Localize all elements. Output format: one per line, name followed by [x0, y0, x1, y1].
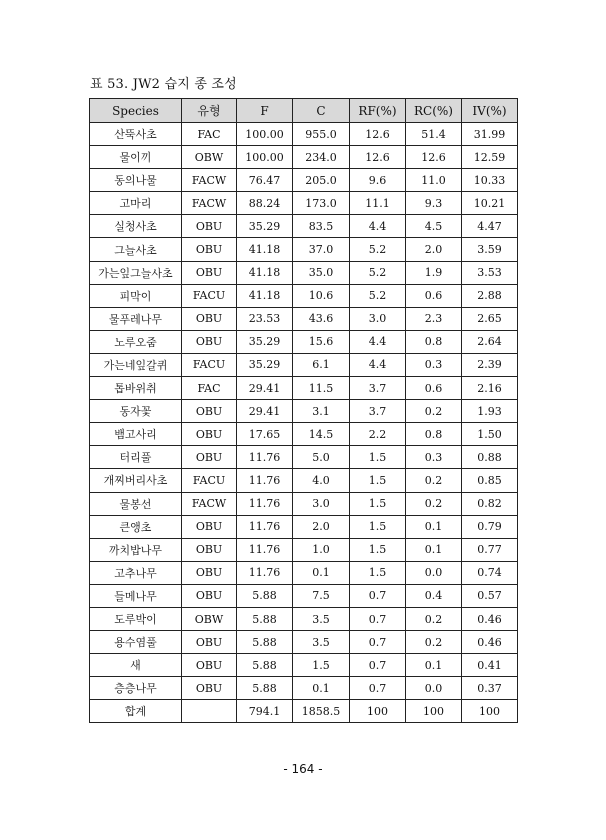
cell-rf: 1.5 — [350, 492, 406, 515]
cell-rc: 0.1 — [406, 515, 462, 538]
cell-type: FACW — [182, 169, 237, 192]
cell-iv: 0.79 — [462, 515, 518, 538]
cell-rc: 0.3 — [406, 446, 462, 469]
table-row — [90, 631, 518, 654]
total-f: 794.1 — [237, 700, 293, 723]
cell-rf: 1.5 — [350, 538, 406, 561]
cell-rc: 0.8 — [406, 423, 462, 446]
total-c: 1858.5 — [293, 700, 350, 723]
cell-f: 11.76 — [237, 515, 293, 538]
table-row — [90, 146, 518, 169]
cell-rc: 0.2 — [406, 607, 462, 630]
cell-type: OBU — [182, 330, 237, 353]
cell-iv: 0.88 — [462, 446, 518, 469]
cell-rf: 1.5 — [350, 515, 406, 538]
table-row — [90, 446, 518, 469]
table-row — [90, 469, 518, 492]
cell-iv: 0.46 — [462, 607, 518, 630]
cell-rf: 11.1 — [350, 192, 406, 215]
table-row — [90, 307, 518, 330]
cell-species: 도루박이 — [90, 607, 182, 630]
cell-rc: 0.6 — [406, 377, 462, 400]
cell-c: 11.5 — [293, 377, 350, 400]
cell-f: 11.76 — [237, 446, 293, 469]
table-row — [90, 192, 518, 215]
cell-f: 29.41 — [237, 400, 293, 423]
cell-type: OBU — [182, 400, 237, 423]
cell-c: 14.5 — [293, 423, 350, 446]
cell-rf: 2.2 — [350, 423, 406, 446]
cell-c: 234.0 — [293, 146, 350, 169]
cell-species: 물봉선 — [90, 492, 182, 515]
cell-rc: 0.2 — [406, 492, 462, 515]
cell-type: FACW — [182, 192, 237, 215]
cell-type: OBU — [182, 654, 237, 677]
cell-c: 35.0 — [293, 261, 350, 284]
cell-rc: 51.4 — [406, 123, 462, 146]
cell-f: 17.65 — [237, 423, 293, 446]
cell-rc: 0.0 — [406, 561, 462, 584]
cell-type: OBU — [182, 215, 237, 238]
cell-type: FACU — [182, 284, 237, 307]
total-type — [182, 700, 237, 723]
cell-species: 층층나무 — [90, 677, 182, 700]
table-row — [90, 284, 518, 307]
cell-species: 뱀고사리 — [90, 423, 182, 446]
cell-type: OBU — [182, 677, 237, 700]
table-row — [90, 400, 518, 423]
cell-f: 5.88 — [237, 584, 293, 607]
cell-rf: 1.5 — [350, 561, 406, 584]
cell-type: FAC — [182, 123, 237, 146]
cell-rc: 0.8 — [406, 330, 462, 353]
cell-rf: 5.2 — [350, 238, 406, 261]
cell-iv: 10.33 — [462, 169, 518, 192]
cell-f: 5.88 — [237, 607, 293, 630]
cell-rf: 12.6 — [350, 146, 406, 169]
cell-rf: 3.7 — [350, 377, 406, 400]
cell-type: OBU — [182, 307, 237, 330]
cell-iv: 0.46 — [462, 631, 518, 654]
cell-species: 들메나무 — [90, 584, 182, 607]
cell-type: OBU — [182, 238, 237, 261]
cell-f: 23.53 — [237, 307, 293, 330]
cell-rf: 0.7 — [350, 607, 406, 630]
table-row — [90, 330, 518, 353]
cell-c: 7.5 — [293, 584, 350, 607]
table-row — [90, 561, 518, 584]
cell-type: OBU — [182, 584, 237, 607]
cell-c: 3.5 — [293, 607, 350, 630]
cell-c: 15.6 — [293, 330, 350, 353]
cell-species: 노루오줌 — [90, 330, 182, 353]
species-composition-table — [89, 98, 518, 723]
cell-species: 그늘사초 — [90, 238, 182, 261]
cell-type: OBU — [182, 561, 237, 584]
cell-species: 동자꽃 — [90, 400, 182, 423]
cell-c: 1.0 — [293, 538, 350, 561]
table-body — [90, 123, 518, 700]
table-row — [90, 654, 518, 677]
table-row — [90, 538, 518, 561]
cell-iv: 2.65 — [462, 307, 518, 330]
total-rf: 100 — [350, 700, 406, 723]
cell-type: OBU — [182, 423, 237, 446]
cell-rc: 12.6 — [406, 146, 462, 169]
cell-rf: 0.7 — [350, 677, 406, 700]
cell-type: OBW — [182, 146, 237, 169]
table-row — [90, 607, 518, 630]
cell-rf: 0.7 — [350, 631, 406, 654]
cell-c: 37.0 — [293, 238, 350, 261]
cell-f: 41.18 — [237, 284, 293, 307]
cell-f: 100.00 — [237, 146, 293, 169]
cell-c: 2.0 — [293, 515, 350, 538]
cell-rc: 0.1 — [406, 654, 462, 677]
cell-rc: 1.9 — [406, 261, 462, 284]
cell-rf: 3.7 — [350, 400, 406, 423]
cell-species: 터리풀 — [90, 446, 182, 469]
cell-iv: 0.85 — [462, 469, 518, 492]
cell-iv: 0.77 — [462, 538, 518, 561]
cell-rf: 4.4 — [350, 330, 406, 353]
cell-rf: 12.6 — [350, 123, 406, 146]
cell-type: FACU — [182, 469, 237, 492]
cell-c: 0.1 — [293, 561, 350, 584]
cell-species: 산뚝사초 — [90, 123, 182, 146]
cell-c: 3.5 — [293, 631, 350, 654]
cell-species: 용수염풀 — [90, 631, 182, 654]
cell-f: 11.76 — [237, 538, 293, 561]
cell-c: 0.1 — [293, 677, 350, 700]
header-relative-frequency: RF(%) — [350, 99, 406, 123]
table-row — [90, 215, 518, 238]
cell-rc: 0.2 — [406, 631, 462, 654]
header-species: Species — [90, 99, 182, 123]
cell-species: 물이끼 — [90, 146, 182, 169]
table-row — [90, 353, 518, 376]
header-relative-coverage: RC(%) — [406, 99, 462, 123]
cell-c: 173.0 — [293, 192, 350, 215]
table-row — [90, 677, 518, 700]
cell-rc: 9.3 — [406, 192, 462, 215]
total-iv: 100 — [462, 700, 518, 723]
cell-rf: 1.5 — [350, 446, 406, 469]
cell-c: 5.0 — [293, 446, 350, 469]
cell-iv: 4.47 — [462, 215, 518, 238]
cell-f: 11.76 — [237, 469, 293, 492]
table-row — [90, 377, 518, 400]
cell-rf: 5.2 — [350, 261, 406, 284]
cell-c: 205.0 — [293, 169, 350, 192]
cell-rf: 3.0 — [350, 307, 406, 330]
cell-species: 까치밥나무 — [90, 538, 182, 561]
total-label: 합계 — [90, 700, 182, 723]
cell-species: 가는네잎갈퀴 — [90, 353, 182, 376]
cell-rf: 0.7 — [350, 584, 406, 607]
cell-f: 29.41 — [237, 377, 293, 400]
cell-iv: 0.37 — [462, 677, 518, 700]
cell-f: 11.76 — [237, 492, 293, 515]
cell-iv: 2.64 — [462, 330, 518, 353]
cell-type: OBW — [182, 607, 237, 630]
cell-species: 동의나물 — [90, 169, 182, 192]
cell-rf: 9.6 — [350, 169, 406, 192]
cell-rc: 0.4 — [406, 584, 462, 607]
cell-f: 100.00 — [237, 123, 293, 146]
cell-iv: 12.59 — [462, 146, 518, 169]
cell-rf: 1.5 — [350, 469, 406, 492]
table-caption: 표 53. JW2 습지 종 조성 — [90, 77, 237, 92]
cell-f: 35.29 — [237, 330, 293, 353]
cell-f: 41.18 — [237, 238, 293, 261]
cell-rc: 4.5 — [406, 215, 462, 238]
cell-type: OBU — [182, 446, 237, 469]
cell-iv: 2.16 — [462, 377, 518, 400]
cell-f: 35.29 — [237, 353, 293, 376]
cell-iv: 0.57 — [462, 584, 518, 607]
cell-type: FACW — [182, 492, 237, 515]
cell-species: 새 — [90, 654, 182, 677]
cell-type: FACU — [182, 353, 237, 376]
header-frequency: F — [237, 99, 293, 123]
cell-rc: 0.1 — [406, 538, 462, 561]
cell-iv: 0.74 — [462, 561, 518, 584]
cell-c: 955.0 — [293, 123, 350, 146]
cell-f: 88.24 — [237, 192, 293, 215]
table-row — [90, 238, 518, 261]
cell-species: 톱바위취 — [90, 377, 182, 400]
cell-iv: 31.99 — [462, 123, 518, 146]
table-row — [90, 423, 518, 446]
cell-type: FAC — [182, 377, 237, 400]
cell-species: 가는잎그늘사초 — [90, 261, 182, 284]
cell-rf: 0.7 — [350, 654, 406, 677]
table-row — [90, 123, 518, 146]
cell-rc: 2.0 — [406, 238, 462, 261]
total-rc: 100 — [406, 700, 462, 723]
cell-iv: 3.59 — [462, 238, 518, 261]
cell-species: 개찌버리사초 — [90, 469, 182, 492]
cell-type: OBU — [182, 631, 237, 654]
cell-species: 큰앵초 — [90, 515, 182, 538]
cell-f: 11.76 — [237, 561, 293, 584]
cell-iv: 3.53 — [462, 261, 518, 284]
page-number: - 164 - — [283, 762, 323, 776]
cell-type: OBU — [182, 515, 237, 538]
cell-species: 고마리 — [90, 192, 182, 215]
cell-iv: 0.41 — [462, 654, 518, 677]
cell-iv: 1.93 — [462, 400, 518, 423]
cell-species: 실청사초 — [90, 215, 182, 238]
cell-iv: 0.82 — [462, 492, 518, 515]
cell-f: 5.88 — [237, 654, 293, 677]
cell-f: 35.29 — [237, 215, 293, 238]
cell-f: 5.88 — [237, 631, 293, 654]
cell-species: 물푸레나무 — [90, 307, 182, 330]
table-header-row — [90, 99, 518, 123]
cell-type: OBU — [182, 261, 237, 284]
header-importance-value: IV(%) — [462, 99, 518, 123]
cell-iv: 10.21 — [462, 192, 518, 215]
cell-rc: 0.2 — [406, 400, 462, 423]
cell-rc: 0.3 — [406, 353, 462, 376]
cell-c: 10.6 — [293, 284, 350, 307]
table-row — [90, 584, 518, 607]
cell-c: 3.1 — [293, 400, 350, 423]
cell-iv: 1.50 — [462, 423, 518, 446]
cell-rc: 2.3 — [406, 307, 462, 330]
cell-rc: 0.2 — [406, 469, 462, 492]
cell-c: 43.6 — [293, 307, 350, 330]
cell-rf: 4.4 — [350, 353, 406, 376]
cell-f: 41.18 — [237, 261, 293, 284]
cell-iv: 2.39 — [462, 353, 518, 376]
header-type: 유형 — [182, 99, 237, 123]
table-row — [90, 492, 518, 515]
cell-rf: 5.2 — [350, 284, 406, 307]
cell-c: 1.5 — [293, 654, 350, 677]
table-row — [90, 261, 518, 284]
table-row — [90, 515, 518, 538]
cell-rc: 11.0 — [406, 169, 462, 192]
cell-c: 83.5 — [293, 215, 350, 238]
cell-c: 3.0 — [293, 492, 350, 515]
cell-f: 5.88 — [237, 677, 293, 700]
cell-rc: 0.6 — [406, 284, 462, 307]
cell-rc: 0.0 — [406, 677, 462, 700]
cell-type: OBU — [182, 538, 237, 561]
cell-rf: 4.4 — [350, 215, 406, 238]
total-row — [90, 700, 518, 723]
cell-f: 76.47 — [237, 169, 293, 192]
cell-iv: 2.88 — [462, 284, 518, 307]
cell-c: 6.1 — [293, 353, 350, 376]
cell-species: 피막이 — [90, 284, 182, 307]
cell-species: 고추나무 — [90, 561, 182, 584]
header-coverage: C — [293, 99, 350, 123]
cell-c: 4.0 — [293, 469, 350, 492]
table-row — [90, 169, 518, 192]
